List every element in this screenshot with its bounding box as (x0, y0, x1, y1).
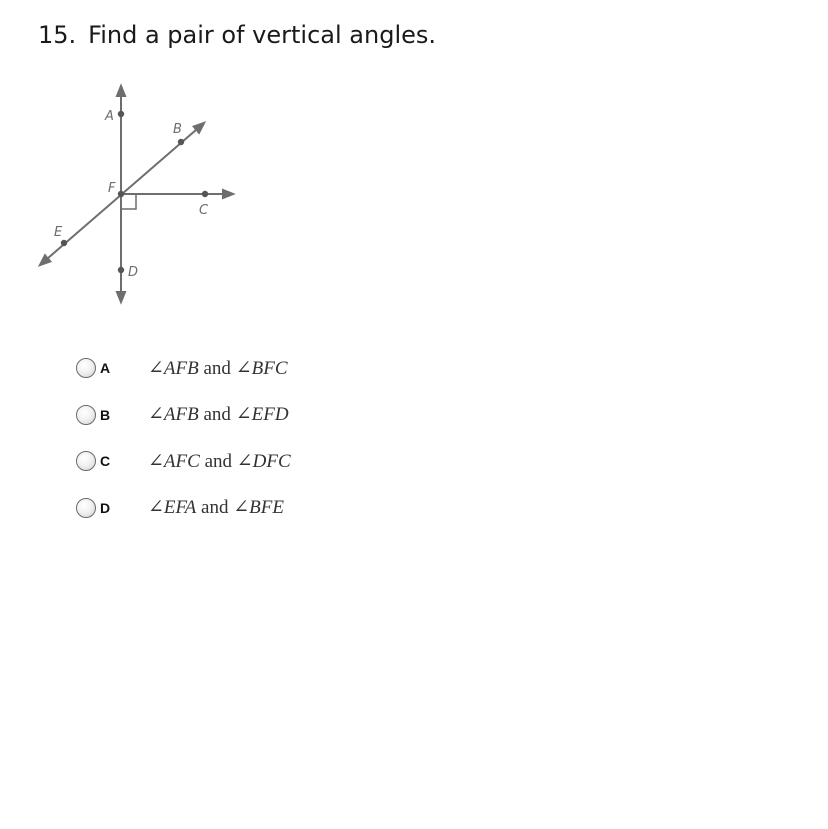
label-c: C (199, 203, 209, 218)
choice-letter: B (100, 406, 111, 423)
label-a: A (105, 109, 114, 124)
choice-a[interactable] (76, 345, 376, 392)
point-e (61, 240, 67, 246)
choice-text (148, 450, 291, 473)
radio-button-b[interactable] (76, 405, 96, 425)
choice-letter: D (100, 499, 111, 516)
label-d: D (128, 265, 139, 280)
label-e: E (54, 225, 63, 240)
label-b: B (173, 122, 182, 137)
point-a (118, 111, 124, 117)
angle-2: ∠BFE (233, 497, 284, 519)
answer-choices (76, 345, 376, 531)
choice-text (148, 496, 284, 519)
label-f: F (108, 181, 116, 196)
question-text: Find a pair of vertical angles. (88, 21, 437, 49)
conjunction: and (203, 404, 231, 426)
choice-text (148, 403, 289, 426)
angle-2: ∠DFC (236, 450, 291, 472)
geometry-figure (30, 76, 245, 311)
angle-1: ∠AFB (148, 357, 199, 379)
point-f (118, 191, 124, 197)
point-d (118, 267, 124, 273)
choice-b[interactable] (76, 392, 376, 439)
angle-diagram (30, 76, 245, 311)
conjunction: and (204, 450, 232, 472)
angle-1: ∠EFA (148, 497, 197, 519)
radio-button-c[interactable] (76, 451, 96, 471)
radio-button-d[interactable] (76, 498, 96, 518)
conjunction: and (203, 357, 231, 379)
choice-letter: C (100, 453, 111, 470)
question-number: 15. (38, 21, 77, 49)
choice-text (148, 357, 288, 380)
angle-1: ∠AFB (148, 404, 199, 426)
angle-2: ∠BFC (235, 357, 288, 379)
conjunction: and (201, 497, 229, 519)
radio-button-a[interactable] (76, 358, 96, 378)
choice-c[interactable] (76, 438, 376, 485)
angle-2: ∠EFD (235, 404, 289, 426)
question-prompt (38, 20, 436, 50)
choice-d[interactable] (76, 485, 376, 532)
point-b (178, 139, 184, 145)
point-c (202, 191, 208, 197)
angle-1: ∠AFC (148, 450, 200, 472)
choice-letter: A (100, 360, 111, 377)
